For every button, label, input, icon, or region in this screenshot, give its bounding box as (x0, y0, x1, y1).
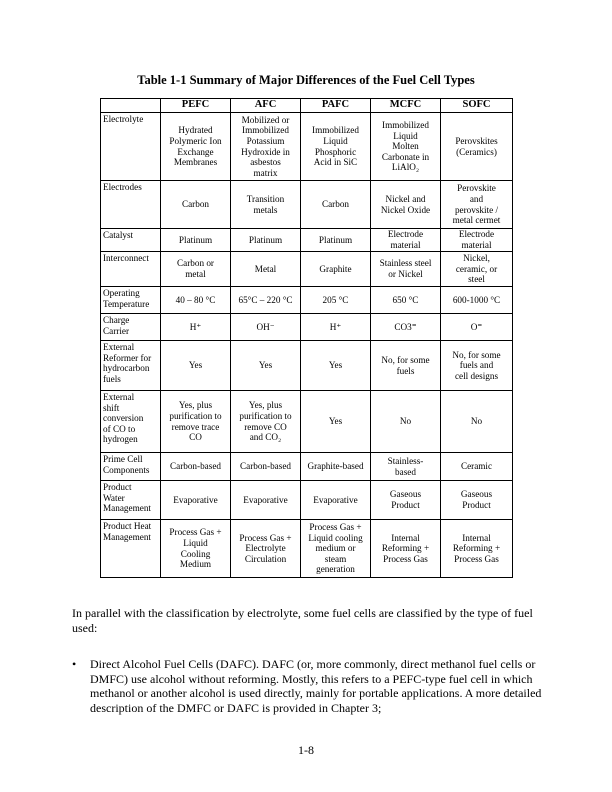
page-number: 1-8 (298, 743, 314, 757)
table-row (101, 481, 513, 520)
table-cell: Platinum (231, 229, 301, 252)
row-header: Electrodes (101, 181, 161, 229)
table-row (101, 113, 513, 181)
row-header: Product Heat Management (101, 520, 161, 578)
table-cell: Mobilized or Immobilized Potassium Hydroxide in asbestos matrix (231, 113, 301, 181)
table-cell: 65°C – 220 °C (231, 287, 301, 314)
table-cell: Yes (301, 391, 371, 453)
table-cell: Carbon (301, 181, 371, 229)
table-cell: Electrode material (441, 229, 513, 252)
row-header: External Reformer for hydrocarbon fuels (101, 341, 161, 391)
table-cell: Process Gas + Electrolyte Circulation (231, 520, 301, 578)
table-cell: Ceramic (441, 453, 513, 481)
table-cell: CO3⁼ (371, 314, 441, 341)
table-cell: Carbon or metal (161, 252, 231, 287)
table-cell: Hydrated Polymeric Ion Exchange Membranes (161, 113, 231, 181)
row-header: Prime Cell Components (101, 453, 161, 481)
table-body (101, 113, 513, 578)
table-cell: Yes (231, 341, 301, 391)
table-row (101, 453, 513, 481)
table-cell: Platinum (161, 229, 231, 252)
table-cell: 600-1000 °C (441, 287, 513, 314)
table-cell: Immobilized Liquid Phosphoric Acid in SiC (301, 113, 371, 181)
table-cell: Gaseous Product (371, 481, 441, 520)
table-cell: Evaporative (231, 481, 301, 520)
table-cell: Graphite-based (301, 453, 371, 481)
table-cell: Electrode material (371, 229, 441, 252)
row-header: Charge Carrier (101, 314, 161, 341)
table-cell: Metal (231, 252, 301, 287)
table-cell: No, for some fuels and cell designs (441, 341, 513, 391)
table-cell: O⁼ (441, 314, 513, 341)
fuel-cell-comparison-table (100, 98, 513, 578)
table-cell: 40 – 80 °C (161, 287, 231, 314)
row-header: Catalyst (101, 229, 161, 252)
table-cell: Yes, plus purification to remove trace CO (161, 391, 231, 453)
table-cell: Stainless- based (371, 453, 441, 481)
column-header: SOFC (441, 99, 513, 113)
column-header (101, 99, 161, 113)
table-caption: Table 1-1 Summary of Major Differences of the Fuel Cell Types (137, 73, 475, 87)
table-cell: 205 °C (301, 287, 371, 314)
table-cell: Carbon (161, 181, 231, 229)
table-row (101, 341, 513, 391)
table-cell: Process Gas + Liquid cooling medium or steam generation (301, 520, 371, 578)
table-cell: Gaseous Product (441, 481, 513, 520)
table-header-row (101, 99, 513, 113)
table-cell: Transition metals (231, 181, 301, 229)
table-cell: OH⁻ (231, 314, 301, 341)
table-cell: Nickel and Nickel Oxide (371, 181, 441, 229)
table-cell: Stainless steel or Nickel (371, 252, 441, 287)
table-cell: Yes (301, 341, 371, 391)
table-cell: Graphite (301, 252, 371, 287)
column-header: PAFC (301, 99, 371, 113)
table-cell: Platinum (301, 229, 371, 252)
table-row (101, 181, 513, 229)
body-paragraph: In parallel with the classification by electrolyte, some fuel cells are classified by the type of fuel used: (72, 606, 533, 635)
table-cell: Carbon-based (161, 453, 231, 481)
table-cell: Nickel, ceramic, or steel (441, 252, 513, 287)
table-cell: No (441, 391, 513, 453)
table-cell: Internal Reforming + Process Gas (371, 520, 441, 578)
table-cell: Perovskite and perovskite / metal cermet (441, 181, 513, 229)
table-row (101, 287, 513, 314)
table-row (101, 391, 513, 453)
bullet-marker: • (72, 657, 77, 671)
table-cell: Evaporative (301, 481, 371, 520)
row-header: External shift conversion of CO to hydrogen (101, 391, 161, 453)
row-header: Product Water Management (101, 481, 161, 520)
table-cell: Process Gas + Liquid Cooling Medium (161, 520, 231, 578)
table-cell: Internal Reforming + Process Gas (441, 520, 513, 578)
row-header: Interconnect (101, 252, 161, 287)
table-cell: 650 °C (371, 287, 441, 314)
table-cell: Yes (161, 341, 231, 391)
table-row (101, 314, 513, 341)
row-header: Electrolyte (101, 113, 161, 181)
bullet-list-item (72, 657, 542, 715)
table-cell: Carbon-based (231, 453, 301, 481)
row-header: Operating Temperature (101, 287, 161, 314)
table-cell: No (371, 391, 441, 453)
table-cell: Evaporative (161, 481, 231, 520)
table-cell: H⁺ (301, 314, 371, 341)
table-row (101, 520, 513, 578)
table-cell: Yes, plus purification to remove CO and CO₂ (231, 391, 301, 453)
column-header: MCFC (371, 99, 441, 113)
table-row (101, 229, 513, 252)
table-cell: No, for some fuels (371, 341, 441, 391)
table-cell: Perovskites (Ceramics) (441, 113, 513, 181)
table-cell: H⁺ (161, 314, 231, 341)
bullet-text: Direct Alcohol Fuel Cells (DAFC). DAFC (or, more commonly, direct methanol fuel cells or DMFC) use alcohol without reforming. Mostly, this refers to a PEFC-type fuel cell in which methanol or another alcohol is used directly, mainly for portable applications. A more detailed description of the DMFC or DAFC is provided in Chapter 3; (90, 657, 542, 715)
table-row (101, 252, 513, 287)
column-header: AFC (231, 99, 301, 113)
table-cell: Immobilized Liquid Molten Carbonate in LiAlO₂ (371, 113, 441, 181)
column-header: PEFC (161, 99, 231, 113)
